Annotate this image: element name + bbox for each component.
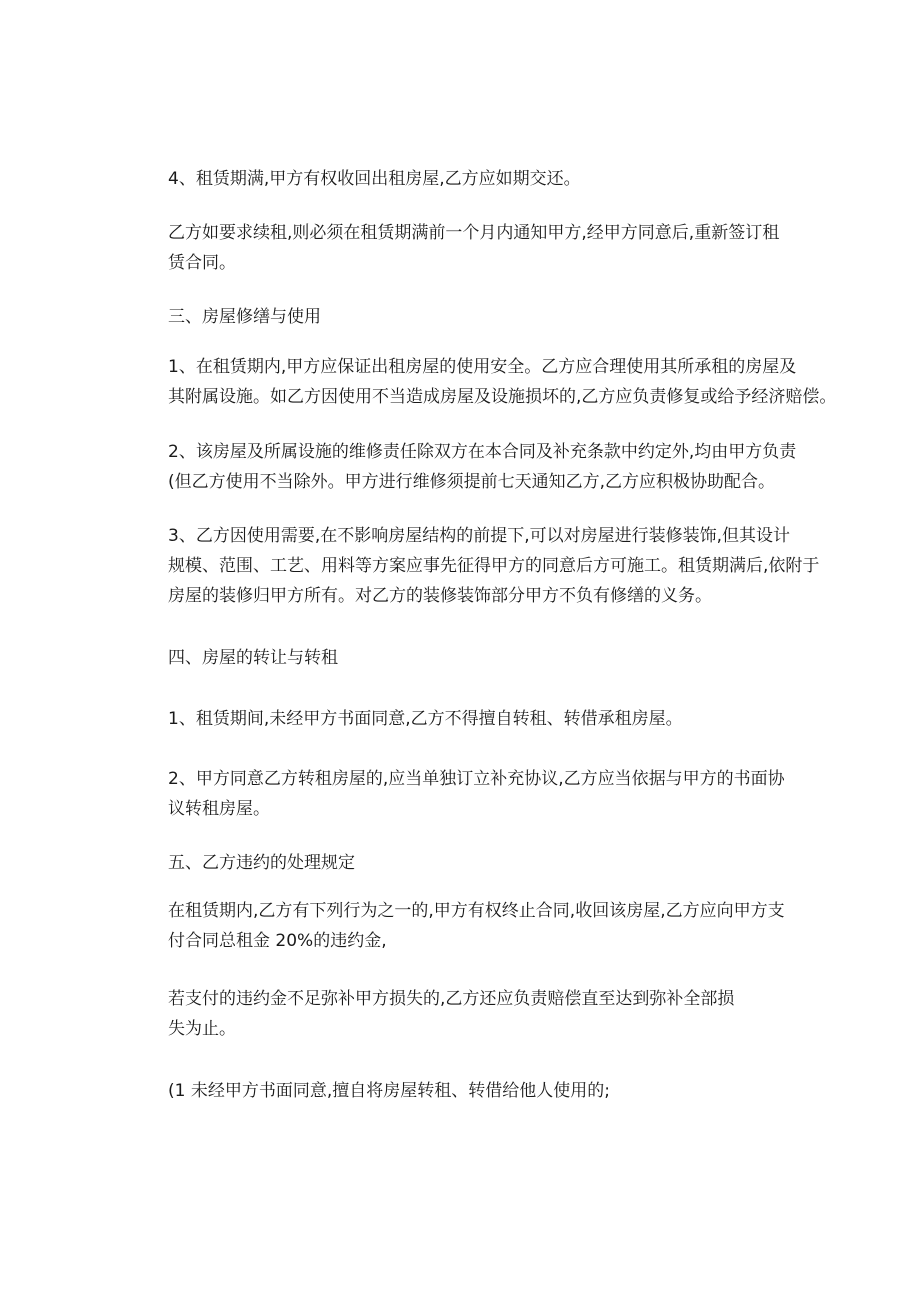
paragraph-transfer-1 [168,704,808,734]
paragraph-line: 3、乙方因使用需要,在不影响房屋结构的前提下,可以对房屋进行装修装饰,但其设计 [168,526,791,546]
paragraph-lease-expiry [168,164,808,194]
paragraph-repair-3 [168,521,820,611]
paragraph-line: 失为止。 [168,1019,236,1039]
heading-text: 四、房屋的转让与转租 [168,648,338,668]
paragraph-transfer-2 [168,764,808,824]
paragraph-breach-intro [168,896,808,956]
paragraph-line: 4、租赁期满,甲方有权收回出租房屋,乙方应如期交还。 [168,169,581,189]
heading-text: 三、房屋修缮与使用 [168,307,321,327]
paragraph-line: 其附属设施。如乙方因使用不当造成房屋及设施损坏的,乙方应负责修复或给予经济赔偿。 [168,387,837,407]
paragraph-line: 2、甲方同意乙方转租房屋的,应当单独订立补充协议,乙方应当依据与甲方的书面协 [168,769,785,789]
section-heading-repair [168,302,808,332]
paragraph-repair-2 [168,437,808,497]
paragraph-line: 房屋的装修归甲方所有。对乙方的装修装饰部分甲方不负有修缮的义务。 [168,586,712,606]
paragraph-repair-1 [168,352,837,412]
paragraph-line: (但乙方使用不当除外。甲方进行维修须提前七天通知乙方,乙方应积极协助配合。 [168,472,776,492]
paragraph-line: 付合同总租金 20%的违约金, [168,931,387,951]
section-heading-transfer [168,643,808,673]
paragraph-breach-item-1 [168,1076,808,1106]
heading-text: 五、乙方违约的处理规定 [168,853,355,873]
paragraph-line: 规模、范围、工艺、用料等方案应事先征得甲方的同意后方可施工。租赁期满后,依附于 [168,556,820,576]
paragraph-line: 2、该房屋及所属设施的维修责任除双方在本合同及补充条款中约定外,均由甲方负责 [168,442,797,462]
paragraph-line: 乙方如要求续租,则必须在租赁期满前一个月内通知甲方,经甲方同意后,重新签订租 [168,223,780,243]
paragraph-line: 1、租赁期间,未经甲方书面同意,乙方不得擅自转租、转借承租房屋。 [168,709,683,729]
paragraph-line: 在租赁期内,乙方有下列行为之一的,甲方有权终止合同,收回该房屋,乙方应向甲方支 [168,901,785,921]
section-heading-breach [168,848,808,878]
paragraph-line: 议转租房屋。 [168,799,270,819]
paragraph-line: 赁合同。 [168,253,236,273]
paragraph-breach-compensation [168,984,808,1044]
paragraph-line: 1、在租赁期内,甲方应保证出租房屋的使用安全。乙方应合理使用其所承租的房屋及 [168,357,797,377]
paragraph-line: 若支付的违约金不足弥补甲方损失的,乙方还应负责赔偿直至达到弥补全部损 [168,989,735,1009]
paragraph-renewal [168,218,808,278]
paragraph-line: (1 未经甲方书面同意,擅自将房屋转租、转借给他人使用的; [168,1081,610,1101]
